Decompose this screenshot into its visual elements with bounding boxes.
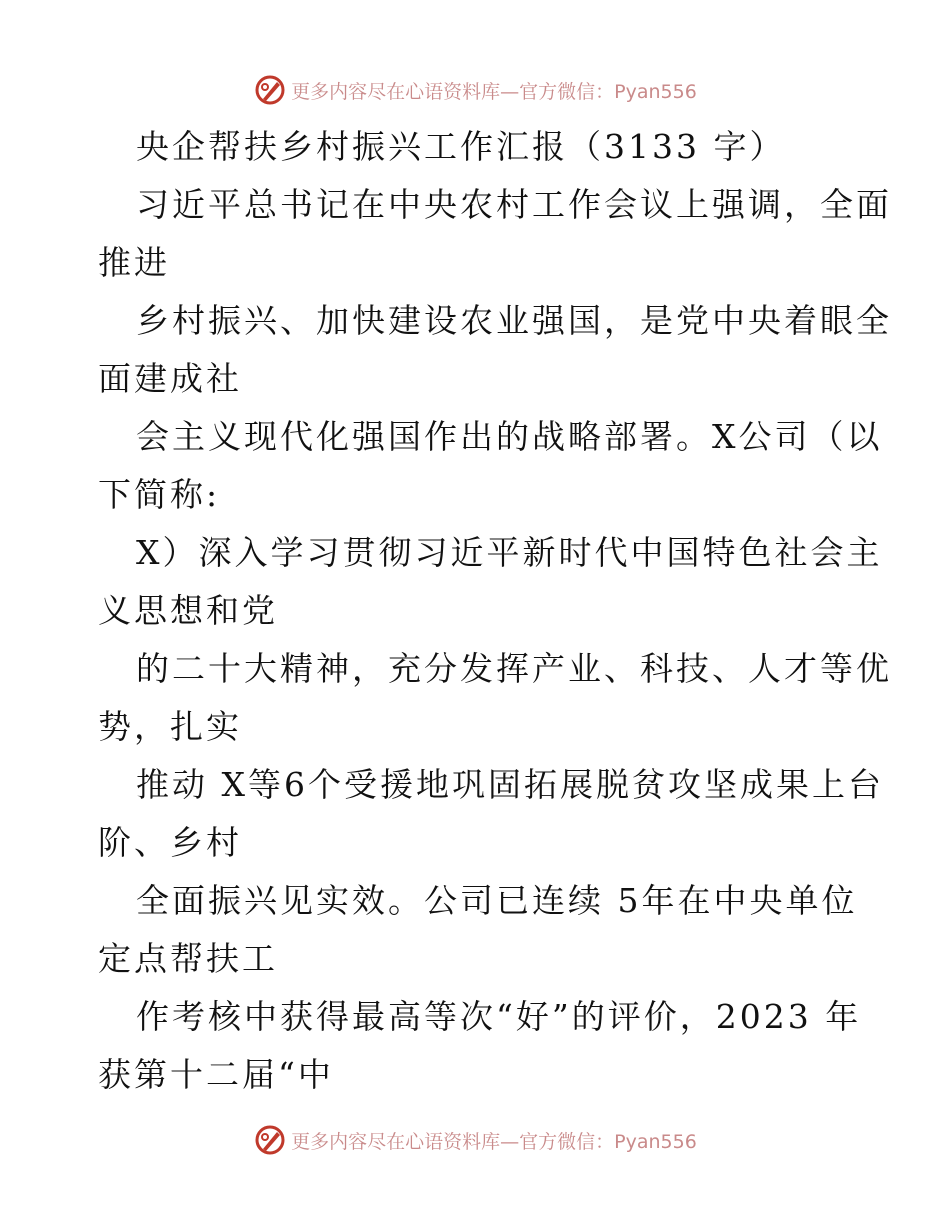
document-body <box>98 118 892 1104</box>
paragraph-line: 下简称: <box>98 475 221 514</box>
header-banner <box>0 70 950 110</box>
paragraph-line: X）深入学习贯彻习近平新时代中国特色社会主 <box>136 533 883 572</box>
paragraph-line: 习近平总书记在中央农村工作会议上强调，全面 <box>136 185 892 224</box>
paragraph-line: 乡村振兴、加快建设农业强国，是党中央着眼全 <box>136 301 892 340</box>
document-title: 央企帮扶乡村振兴工作汇报（3133 字） <box>136 127 786 166</box>
paragraph-line: 定点帮扶工 <box>98 939 278 978</box>
paragraph-line: 势，扎实 <box>98 707 242 746</box>
paragraph-line: 义思想和党 <box>98 591 278 630</box>
header-banner-text: 更多内容尽在心语资料库— <box>291 80 520 103</box>
paragraph-line: 的二十大精神，充分发挥产业、科技、人才等优 <box>136 649 892 688</box>
paragraph-line: 推动 X等6个受援地巩固拓展脱贫攻坚成果上台 <box>136 765 884 804</box>
footer-banner <box>0 1120 950 1160</box>
paragraph-line: 会主义现代化强国作出的战略部署。X公司（以 <box>136 417 883 456</box>
footer-banner-text: 更多内容尽在心语资料库— <box>291 1130 520 1153</box>
paragraph-line: 作考核中获得最高等次“好”的评价，2023 年 <box>136 997 862 1036</box>
paragraph-line: 全面振兴见实效。公司已连续 5年在中央单位 <box>136 881 858 920</box>
paragraph-line: 面建成社 <box>98 359 242 398</box>
red-pen-logo-icon <box>253 1123 287 1157</box>
paragraph-line: 推进 <box>98 243 170 282</box>
paragraph-line: 阶、乡村 <box>98 823 242 862</box>
footer-wechat-text: 官方微信：Pyan556 <box>519 1130 697 1153</box>
paragraph-line: 获第十二届“中 <box>98 1055 334 1094</box>
red-pen-logo-icon <box>253 73 287 107</box>
header-wechat-text: 官方微信：Pyan556 <box>519 80 697 103</box>
